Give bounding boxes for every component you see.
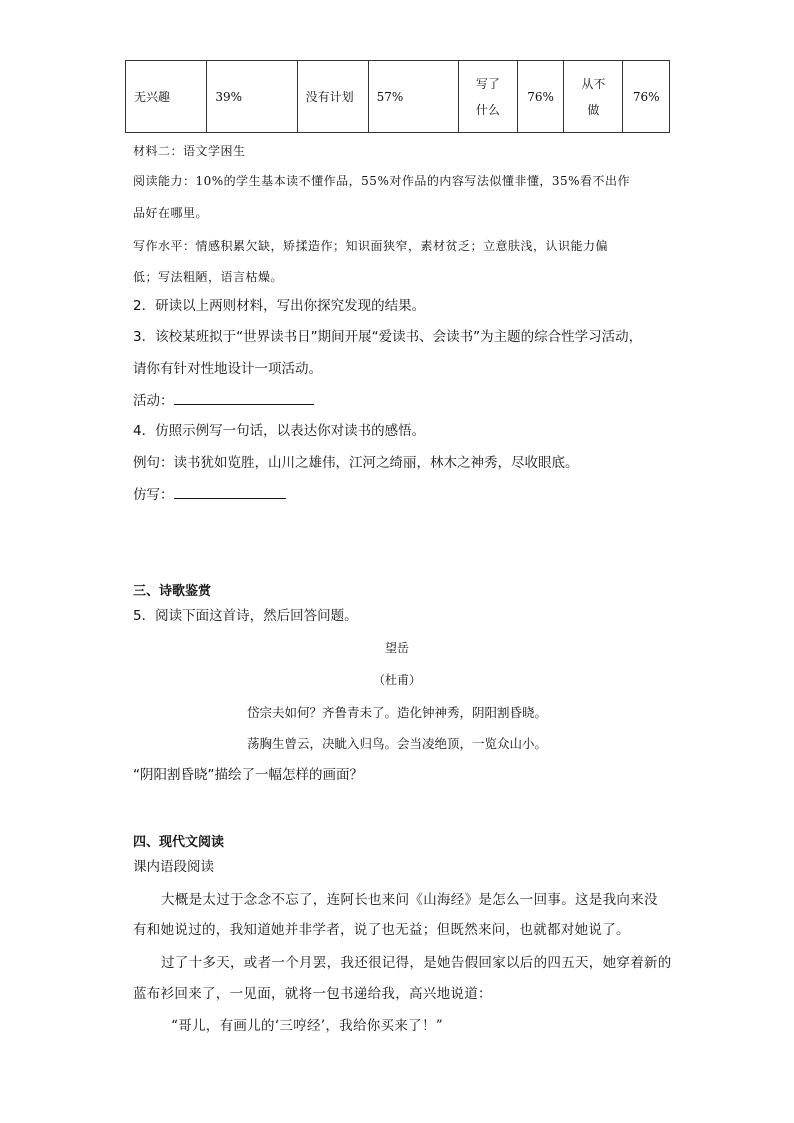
passage-line: 有和她说过的，我知道她并非学者，说了也无益；但既然来问，也就都对她说了。 xyxy=(133,922,630,938)
table-cell: 76% xyxy=(623,61,670,133)
poem-title: 望岳 xyxy=(384,641,409,655)
table-cell: 57% xyxy=(368,61,458,133)
passage-quote: “哥儿，有画儿的‘三哼经’，我给你买来了！” xyxy=(171,1018,443,1034)
passage-line: 过了十多天，或者一个月罢，我还很记得，是她告假回家以后的四五天，她穿着新的 xyxy=(161,955,672,971)
table-cell-text: 从不做 xyxy=(581,76,606,117)
writing-level-line: 写作水平：情感积累欠缺，矫揉造作；知识面狭窄，素材贫乏；立意肤浅，认识能力偏 xyxy=(133,239,609,253)
poem-line: 岱宗夫如何？齐鲁青未了。造化钟神秀，阴阳割昏晓。 xyxy=(246,705,547,720)
survey-table xyxy=(125,60,670,133)
question-3: 请你有针对性地设计一项活动。 xyxy=(133,361,322,377)
section-4-heading: 四、现代文阅读 xyxy=(133,835,225,850)
activity-label: 活动： xyxy=(133,393,174,409)
section-3-heading: 三、诗歌鉴赏 xyxy=(133,584,212,599)
activity-blank[interactable] xyxy=(174,390,314,405)
writing-level-line: 低；写法粗陋，语言枯燥。 xyxy=(133,270,284,284)
question-5: 5．阅读下面这首诗，然后回答问题。 xyxy=(133,608,358,624)
table-cell: 无兴趣 xyxy=(126,61,207,133)
table-cell xyxy=(564,61,623,133)
poem-line: 荡胸生曾云，决眦入归鸟。会当凌绝顶，一览众山小。 xyxy=(246,736,547,751)
table-cell-text: 写了什么 xyxy=(475,76,500,117)
question-3: 3．该校某班拟于“世界读书日”期间开展“爱读书、会读书”为主题的综合性学习活动， xyxy=(133,329,643,345)
section-4-subheading: 课内语段阅读 xyxy=(133,859,214,875)
question-4: 4．仿照示例写一句话，以表达你对读书的感悟。 xyxy=(133,423,426,439)
imitate-answer xyxy=(133,484,286,505)
activity-answer xyxy=(133,390,314,411)
reading-ability-line: 品好在哪里。 xyxy=(133,206,209,220)
passage-line: 蓝布衫回来了，一见面，就将一包书递给我，高兴地说道： xyxy=(133,986,492,1002)
material-title: 材料二：语文学困生 xyxy=(133,144,246,158)
table-row xyxy=(126,61,670,133)
passage-line: 大概是太过于念念不忘了，连阿长也来问《山海经》是怎么一回事。这是我向来没 xyxy=(161,892,658,908)
poem-question: “阴阳割昏晓”描绘了一幅怎样的画面？ xyxy=(133,767,363,783)
imitate-label: 仿写： xyxy=(133,487,174,503)
table-cell: 39% xyxy=(207,61,297,133)
table-cell: 76% xyxy=(517,61,564,133)
reading-ability-line: 阅读能力：10%的学生基本读不懂作品，55%对作品的内容写法似懂非懂，35%看不出作 xyxy=(133,174,631,188)
example-sentence: 例句：读书犹如览胜，山川之雄伟，江河之绮丽，林木之神秀，尽收眼底。 xyxy=(133,455,579,471)
poem-author: （杜甫） xyxy=(372,673,421,687)
question-2: 2．研读以上两则材料，写出你探究发现的结果。 xyxy=(133,298,426,314)
table-cell: 没有计划 xyxy=(297,61,368,133)
table-cell xyxy=(458,61,517,133)
imitate-blank[interactable] xyxy=(174,484,286,499)
